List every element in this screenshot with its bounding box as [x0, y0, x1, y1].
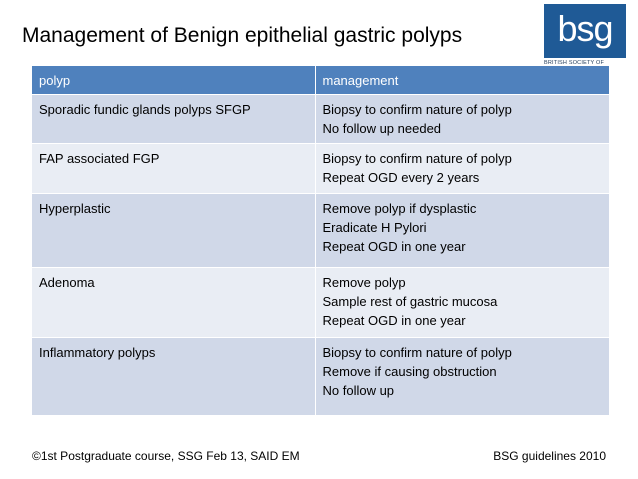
management-table — [32, 66, 610, 415]
table-row — [32, 338, 609, 415]
polyp-cell: Inflammatory polyps — [32, 338, 315, 415]
management-line: Biopsy to confirm nature of polyp — [322, 151, 512, 166]
table-row — [32, 95, 609, 144]
polyp-cell: Hyperplastic — [32, 194, 315, 268]
polyp-cell: Sporadic fundic glands polyps SFGP — [32, 95, 315, 144]
polyp-cell: FAP associated FGP — [32, 144, 315, 194]
management-line: Biopsy to confirm nature of polyp — [322, 345, 512, 360]
management-line: Sample rest of gastric mucosa — [322, 294, 498, 309]
management-line: No follow up — [322, 383, 395, 398]
management-line: Remove if causing obstruction — [322, 364, 497, 379]
header-polyp: polyp — [32, 66, 315, 95]
management-cell — [315, 268, 609, 338]
header-management: management — [315, 66, 609, 95]
table-row — [32, 194, 609, 268]
management-line: Biopsy to confirm nature of polyp — [322, 102, 512, 117]
management-line: Eradicate H Pylori — [322, 220, 427, 235]
management-cell — [315, 144, 609, 194]
management-cell — [315, 95, 609, 144]
management-cell — [315, 194, 609, 268]
footer-copyright: ©1st Postgraduate course, SSG Feb 13, SAID EM — [32, 449, 300, 463]
logo-letters: bsg — [557, 8, 613, 49]
management-line: Repeat OGD every 2 years — [322, 170, 480, 185]
management-line: Repeat OGD in one year — [322, 313, 466, 328]
management-line: Remove polyp — [322, 275, 406, 290]
polyp-cell: Adenoma — [32, 268, 315, 338]
slide-title: Management of Benign epithelial gastric polyps — [22, 24, 463, 47]
logo-caption: BRITISH SOCIETY OF — [544, 60, 605, 66]
management-line: Remove polyp if dysplastic — [322, 201, 477, 216]
management-line: No follow up needed — [322, 121, 442, 136]
table-header-row — [32, 66, 609, 95]
logo-box — [544, 4, 626, 58]
table-row — [32, 144, 609, 194]
footer-source: BSG guidelines 2010 — [493, 449, 606, 463]
management-line: Repeat OGD in one year — [322, 239, 466, 254]
table-row — [32, 268, 609, 338]
management-cell — [315, 338, 609, 415]
